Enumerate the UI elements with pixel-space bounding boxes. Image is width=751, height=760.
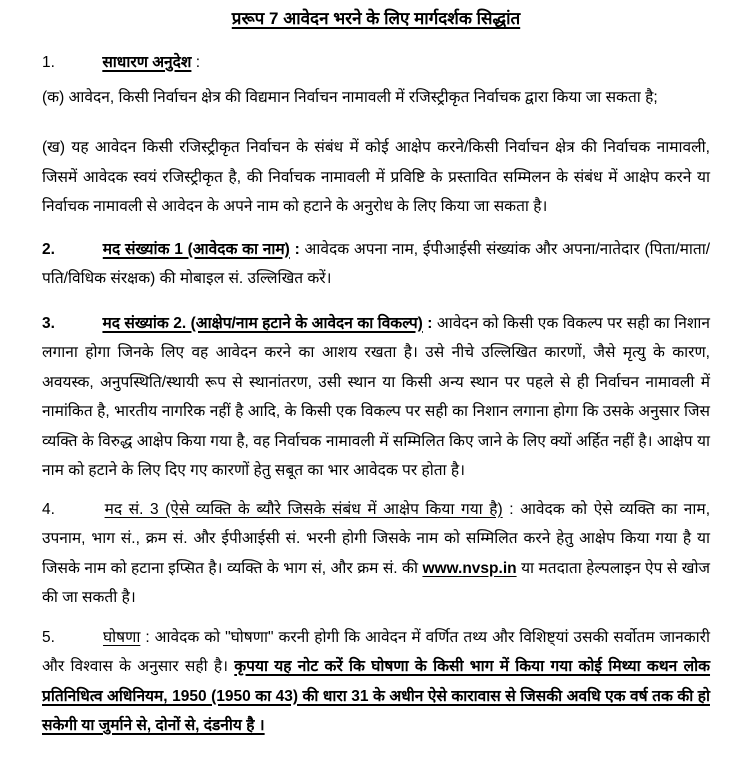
guideline-item-5 xyxy=(42,623,710,741)
item-body: आवेदक को "घोषणा" करनी होगी कि आवेदन में वर्णित तथ्य और विशिष्ट्यां उसकी सर्वोतम जानकारी और विश्वास के अनुसार सही है। xyxy=(42,628,710,675)
item-heading-colon: : xyxy=(145,628,155,646)
guideline-item-2 xyxy=(42,235,710,294)
item-heading-suffix: : xyxy=(195,54,201,71)
item-number: 4. xyxy=(42,500,55,518)
item-body: या मतदाता हेल्पलाइन ऐप से खोज की जा सकती है। xyxy=(42,559,710,606)
guideline-item-1 xyxy=(42,48,710,78)
item-number: 1. xyxy=(42,54,55,71)
nvsp-link[interactable]: www.nvsp.in xyxy=(422,559,517,577)
item-heading-colon: : xyxy=(294,240,305,258)
item-body: आवेदक को ऐसे व्यक्ति का नाम, उपनाम, भाग सं., क्रम सं. और ईपीआईसी सं. भरनी होगी जिसके नाम को सम्मिलित करने हेतु आक्षेप किया गया है या जिसके नाम को हटाना इप्सित है। व्यक्ति के भाग सं, और क्रम सं. की xyxy=(42,500,711,577)
item-body: आवेदन को किसी एक विकल्प पर सही का निशान लगाना होगा जिनके लिए वह आवेदन करने का आशय रखता है। उसे नीचे उल्लिखित कारणों, जैसे मृत्यु के कारण, अवयस्क, अनुपस्थिति/स्थायी रूप से स्थानांतरण, उसी स्थान या किसी अन्य स्थान पर पहले से ही निर्वाचन नामावली में नामांकित है, भारतीय नागरिक नहीं है आदि, के किसी एक विकल्प पर सही का निशान लगाना होगा कि उसके अनुसार जिस व्यक्ति के विरुद्ध आक्षेप किया गया है, वह निर्वाचक नामावली में सम्मिलित किए जाने के लिए क्यों अर्हित नहीं है। आक्षेप या नाम को हटाने के लिए दिए गए कारणों हेतु सबूत का भार आवेदक पर होता है। xyxy=(42,314,710,479)
item-heading: मद संख्यांक 1 (आवेदक का नाम) xyxy=(102,240,290,258)
item-heading-colon: : xyxy=(509,500,521,518)
item-heading: मद संख्यांक 2. (आक्षेप/नाम हटाने के आवेदन का विकल्प) xyxy=(102,314,423,332)
paragraph-kha xyxy=(42,133,710,222)
item-heading: मद सं. 3 (ऐसे व्यक्ति के ब्यौरे जिसके संबंध में आक्षेप किया गया है) xyxy=(104,500,503,518)
guideline-item-3 xyxy=(42,309,710,486)
document-title xyxy=(42,6,710,32)
guideline-item-4 xyxy=(42,495,710,613)
item-number: 2. xyxy=(42,240,55,258)
paragraph-kha-text: (ख) यह आवेदन किसी रजिस्ट्रीकृत निर्वाचन के संबंध में कोई आक्षेप करने/किसी निर्वाचन क्षेत्र की निर्वाचक नामावली, जिसमें आवेदक स्वयं रजिस्ट्रीकृत है, की निर्वाचक नामावली में प्रविष्टि के प्रस्तावित सम्मिलन के संबंध में आक्षेप करने या निर्वाचक नामावली से आवेदन के अपने नाम को हटाने के अनुरोध के लिए किया जा सकता है। xyxy=(42,139,710,215)
paragraph-ka-text: (क) आवेदन, किसी निर्वाचन क्षेत्र की विद्यमान निर्वाचन नामावली में रजिस्ट्रीकृत निर्वाचक द्वारा किया जा सकता है; xyxy=(42,88,658,106)
item-heading-colon: : xyxy=(427,314,437,332)
item-body: आवेदक अपना नाम, ईपीआईसी संख्यांक और अपना/नातेदार (पिता/माता/पति/विधिक संरक्षक) की मोबाइल सं. उल्लिखित करें। xyxy=(42,240,711,287)
document-title-text: प्ररूप 7 आवेदन भरने के लिए मार्गदर्शक सिद्धांत xyxy=(231,9,521,28)
paragraph-ka xyxy=(42,83,710,113)
item-number: 5. xyxy=(42,628,55,646)
item-number: 3. xyxy=(42,314,55,332)
item-heading: घोषणा xyxy=(102,628,141,646)
item-heading: साधारण अनुदेश xyxy=(102,54,192,71)
item-warning-text: कृपया यह नोट करें कि घोषणा के किसी भाग में किया गया कोई मिथ्या कथन लोक प्रतिनिधित्व अधिनियम, 1950 (1950 का 43) की धारा 31 के अधीन ऐसे कारावास से जिसकी अवधि एक वर्ष तक की हो सकेगी या जुर्माने से, दोनों से, दंडनीय है । xyxy=(42,658,711,734)
